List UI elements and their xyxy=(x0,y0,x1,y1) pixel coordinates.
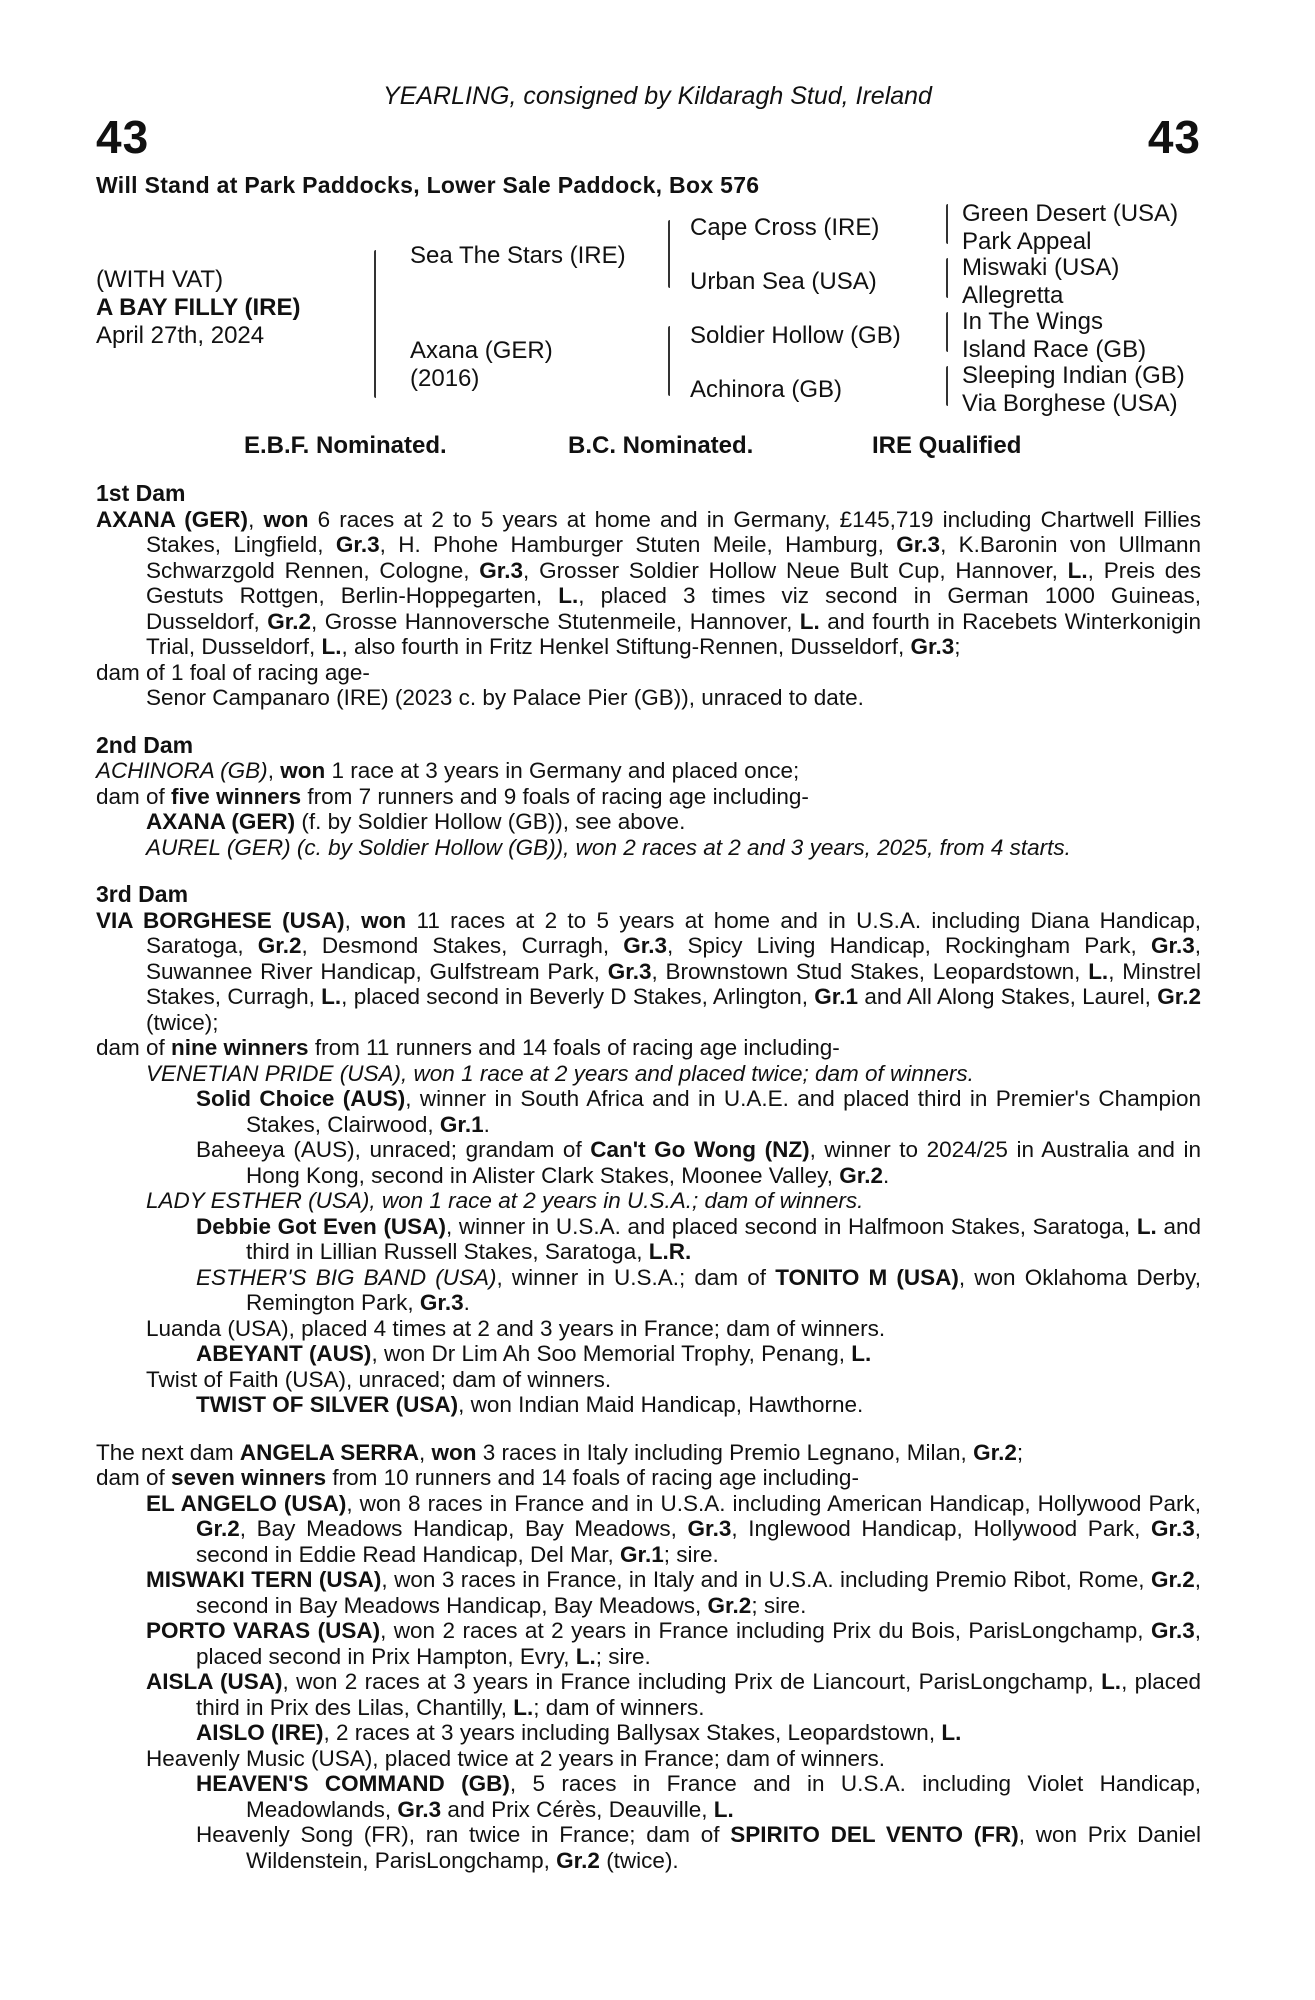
g3-7: Sleeping Indian (GB) xyxy=(962,362,1185,389)
catalogue-body xyxy=(96,481,1201,1889)
first-dam-section xyxy=(96,481,1201,711)
ire-qualified: IRE Qualified xyxy=(872,432,1022,459)
dam: Axana (GER) xyxy=(410,337,553,364)
next-dam-produce-aislo: AISLO (IRE), 2 races at 3 years including Ballysax Stakes, Leopardstown, L. xyxy=(196,1720,962,1745)
next-dam-produce-elangelo: EL ANGELO (USA), won 8 races in France and in U.S.A. including American Handicap, Hollywood Park, Gr.2, Bay Meadows Handicap, Bay Meadows, Gr.3, Inglewood Handicap, Hollywood Park, Gr.3, second in Eddie Read Handicap, Del Mar, Gr.1; sire. xyxy=(146,1490,1202,1567)
g3-2: Park Appeal xyxy=(962,228,1092,255)
second-dam-section xyxy=(96,733,1201,861)
g3-3: Miswaki (USA) xyxy=(962,254,1120,281)
g3-1: Green Desert (USA) xyxy=(962,200,1179,227)
next-dam-dam-of: dam of seven winners from 10 runners and 14 foals of racing age including- xyxy=(96,1465,859,1490)
date-of-birth: April 27th, 2024 xyxy=(96,322,265,349)
third-dam-produce-esther: ESTHER'S BIG BAND (USA), winner in U.S.A.; dam of TONITO M (USA), won Oklahoma Derby, Remington Park, Gr.3. xyxy=(196,1264,1201,1315)
third-dam-produce-luanda: Luanda (USA), placed 4 times at 2 and 3 years in France; dam of winners. xyxy=(146,1315,886,1341)
next-dam-produce-aisla: AISLA (USA), won 2 races at 3 years in France including Prix de Liancourt, ParisLongchamp, L., placed third in Prix des Lilas, Chantilly, L.; dam of winners. xyxy=(146,1669,1201,1720)
second-dam-dam-of: dam of five winners from 7 runners and 9 foals of racing age including- xyxy=(96,783,809,809)
second-dam-title: 2nd Dam xyxy=(96,731,194,758)
third-dam-produce-lady: LADY ESTHER (USA), won 1 race at 2 years in U.S.A.; dam of winners. xyxy=(146,1188,864,1213)
pedigree-brace-g3-1 xyxy=(946,204,948,244)
third-dam-produce-twist-silver: TWIST OF SILVER (USA), won Indian Maid Handicap, Hawthorne. xyxy=(196,1392,864,1417)
vat-label: (WITH VAT) xyxy=(96,266,224,293)
next-dam-section xyxy=(96,1440,1201,1874)
third-dam-produce-venetian: VENETIAN PRIDE (USA), won 1 race at 2 years and placed twice; dam of winners. xyxy=(146,1060,974,1086)
third-dam-record: VIA BORGHESE (USA), won 11 races at 2 to 5 years at home and in U.S.A. including Diana Handicap, Saratoga, Gr.2, Desmond Stakes, Curragh, Gr.3, Spicy Living Handicap, Rockingham Park, Gr.3, Suwannee River Handicap, Gulfstream Park, Gr.3, Brownstown Stud Stakes, Leopardstown, L., Minstrel Stakes, Curragh, L., placed second in Beverly D Stakes, Arlington, Gr.1 and All Along Stakes, Laurel, Gr.2 (twice); xyxy=(96,907,1202,1035)
location-line: Will Stand at Park Paddocks, Lower Sale Paddock, Box 576 xyxy=(96,172,760,198)
first-dam-record: AXANA (GER), won 6 races at 2 to 5 years at home and in Germany, £145,719 including Chartwell Fillies Stakes, Lingfield, Gr.3, H. Phohe Hamburger Stuten Meile, Hamburg, Gr.3, K.Baronin von Ullmann Schwarzgold Rennen, Cologne, Gr.3, Grosser Soldier Hollow Neue Bult Cup, Hannover, L., Preis des Gestuts Rottgen, Berlin-Hoppegarten, L., placed 3 times viz second in German 1000 Guineas, Dusseldorf, Gr.2, Grosse Hannoversche Stutenmeile, Hannover, L. and fourth in Racebets Winterkonigin Trial, Dusseldorf, L., also fourth in Fritz Henkel Stiftung-Rennen, Dusseldorf, Gr.3; xyxy=(96,506,1201,659)
ebf-nomination: E.B.F. Nominated. xyxy=(244,432,447,459)
third-dam-dam-of: dam of nine winners from 11 runners and 14 foals of racing age including- xyxy=(96,1035,840,1060)
dam-year: (2016) xyxy=(410,365,480,392)
pedigree-brace-main xyxy=(374,250,376,398)
next-dam-produce-porto: PORTO VARAS (USA), won 2 races at 2 years in France including Prix du Bois, ParisLongchamp, Gr.3, placed second in Prix Hampton, Evry, L.; sire. xyxy=(146,1618,1201,1669)
next-dam-produce-heavenly-song: Heavenly Song (FR), ran twice in France; dam of SPIRITO DEL VENTO (FR), won Prix Daniel Wildenstein, ParisLongchamp, Gr.2 (twice). xyxy=(196,1822,1201,1873)
pedigree-brace-dam xyxy=(668,326,670,396)
pedigree-brace-g3-2 xyxy=(946,258,948,298)
pedigree-brace-g3-4 xyxy=(946,366,948,406)
second-dam-produce-1: AXANA (GER) (f. by Soldier Hollow (GB)), see above. xyxy=(146,809,686,834)
first-dam-title: 1st Dam xyxy=(96,480,186,506)
consignment-line: YEARLING, consigned by Kildaragh Stud, Ireland xyxy=(383,82,932,110)
sire-dam: Urban Sea (USA) xyxy=(690,268,877,295)
lot-number-left: 43 xyxy=(96,111,150,163)
third-dam-produce-twist: Twist of Faith (USA), unraced; dam of winners. xyxy=(146,1366,612,1392)
first-dam-foal: Senor Campanaro (IRE) (2023 c. by Palace Pier (GB)), unraced to date. xyxy=(146,685,864,710)
g3-8: Via Borghese (USA) xyxy=(962,390,1178,417)
third-dam-section xyxy=(96,882,1201,1418)
dam-sire: Soldier Hollow (GB) xyxy=(690,322,901,349)
third-dam-title: 3rd Dam xyxy=(96,881,189,907)
next-dam-produce-miswaki: MISWAKI TERN (USA), won 3 races in France, in Italy and in U.S.A. including Premio Ribot, Rome, Gr.2, second in Bay Meadows Handicap, Bay Meadows, Gr.2; sire. xyxy=(146,1567,1201,1618)
sire-sire: Cape Cross (IRE) xyxy=(690,214,880,241)
next-dam-produce-heavenly-music: Heavenly Music (USA), placed twice at 2 years in France; dam of winners. xyxy=(146,1745,886,1771)
lot-name: A BAY FILLY (IRE) xyxy=(96,294,301,321)
g3-6: Island Race (GB) xyxy=(962,336,1147,363)
next-dam-produce-heavens-command: HEAVEN'S COMMAND (GB), 5 races in France and in U.S.A. including Violet Handicap, Meadowlands, Gr.3 and Prix Cérès, Deauville, L. xyxy=(196,1771,1201,1822)
g3-4: Allegretta xyxy=(962,282,1064,309)
lot-number-right: 43 xyxy=(1147,111,1201,163)
third-dam-produce-abeyant: ABEYANT (AUS), won Dr Lim Ah Soo Memorial Trophy, Penang, L. xyxy=(196,1341,872,1366)
bc-nomination: B.C. Nominated. xyxy=(568,432,754,459)
pedigree-brace-sire xyxy=(668,220,670,288)
second-dam-produce-2: AUREL (GER) (c. by Soldier Hollow (GB)), won 2 races at 2 and 3 years, 2025, from 4 starts. xyxy=(146,834,1071,860)
third-dam-produce-solid: Solid Choice (AUS), winner in South Africa and in U.A.E. and placed third in Premier's Champion Stakes, Clairwood, Gr.1. xyxy=(196,1086,1201,1137)
sire: Sea The Stars (IRE) xyxy=(410,242,626,269)
third-dam-produce-debbie: Debbie Got Even (USA), winner in U.S.A. and placed second in Halfmoon Stakes, Saratoga, L. and third in Lillian Russell Stakes, Saratoga, L.R. xyxy=(196,1213,1201,1264)
g3-5: In The Wings xyxy=(962,308,1103,335)
pedigree-brace-g3-3 xyxy=(946,312,948,352)
second-dam-record: ACHINORA (GB), won 1 race at 3 years in Germany and placed once; xyxy=(96,758,800,783)
dam-dam: Achinora (GB) xyxy=(690,376,843,403)
first-dam-dam-of: dam of 1 foal of racing age- xyxy=(96,659,370,685)
third-dam-produce-baheeya: Baheeya (AUS), unraced; grandam of Can't Go Wong (NZ), winner to 2024/25 in Australia and in Hong Kong, second in Alister Clark Stakes, Moonee Valley, Gr.2. xyxy=(196,1137,1202,1188)
next-dam-record: The next dam ANGELA SERRA, won 3 races in Italy including Premio Legnano, Milan, Gr.2; xyxy=(96,1439,1024,1465)
